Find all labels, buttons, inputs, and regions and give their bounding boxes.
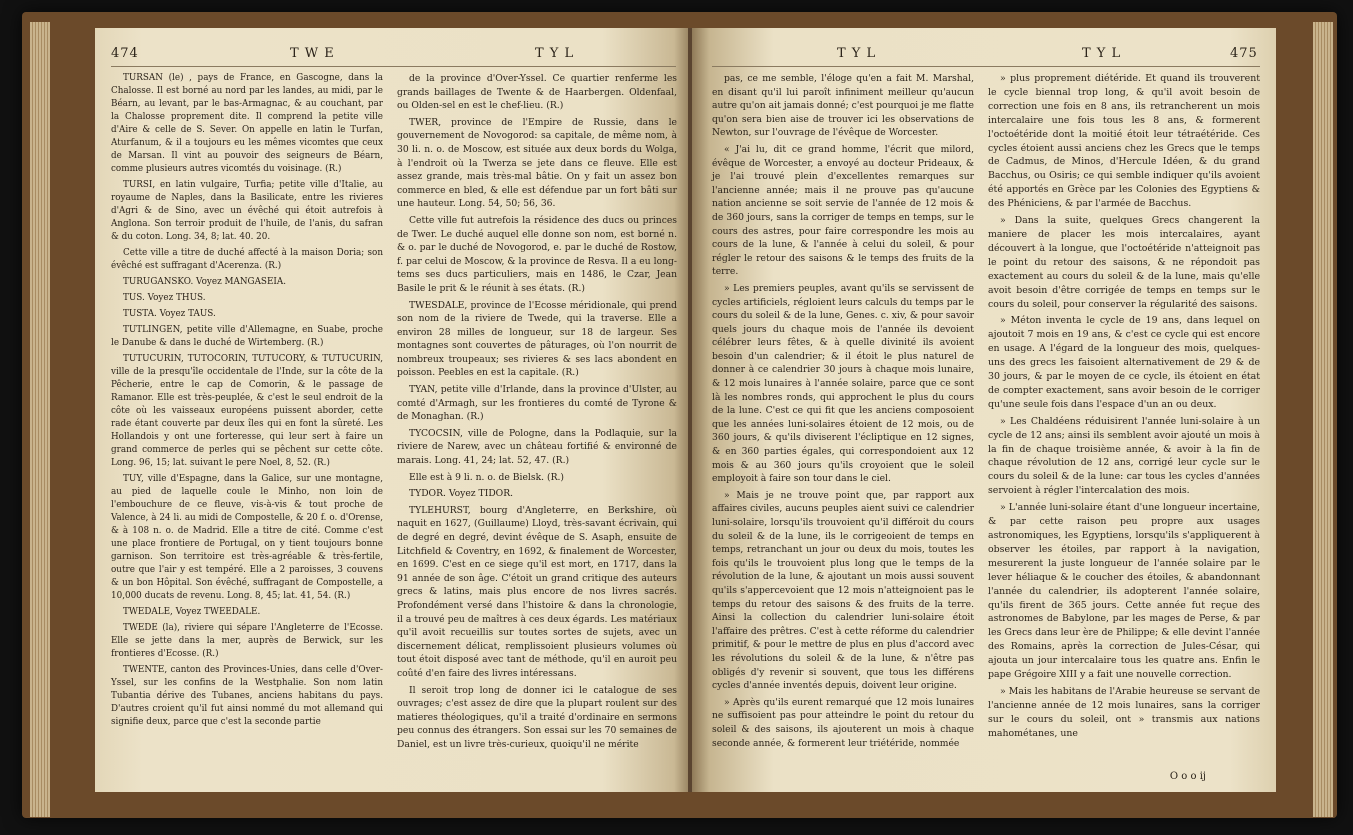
running-head-right: T Y L	[1082, 46, 1122, 61]
paragraph: » plus proprement diétéride. Et quand ils trouverent le cycle biennal trop long, & qu'il avoit besoin de correction une fois en 8 ans, ils retrancherent un mois intercalaire une fois tous les 8 ans, & formerent l'octoétéride dont la moitié étoit leur tétraétéride. Ces cycles étoient aussi anciens chez les Grecs que le temps de Cadmus, de Minos, d'Hercule Idéen, & du grand Bacchus, ou Osiris; ce qui semble indiquer qu'ils avoient été apportés en Grèce par les Colonies des Egyptiens & des Phéniciens, & par l'armée de Bacchus.	[988, 73, 1260, 210]
paragraph: » Les Chaldéens réduisirent l'année luni-solaire à un cycle de 12 ans; ainsi ils semblent avoir ajouté un mois à la fin de chaque troisième année, & avoir à la fin de chaque révolution de 12 ans, corrigé leur cycle sur le cours du soleil & de la lune: car tous les cycles d'années servoient à régler l'intercalation des mois.	[988, 415, 1260, 497]
paragraph: » Mais les habitans de l'Arabie heureuse se servant de l'ancienne année de 12 mois lunaires, sans la corriger sur le cours du soleil, ont » transmis aux nations mahométanes, une	[988, 685, 1260, 739]
running-head-right: T Y L	[535, 46, 575, 61]
running-head-left: T W E	[290, 46, 335, 61]
paragraph: TWEDE (la), riviere qui sépare l'Angleterre de l'Ecosse. Elle se jette dans la mer, auprès de Berwick, sur les frontieres d'Ecosse. (R.)	[111, 623, 383, 659]
left-page	[95, 28, 692, 792]
paragraph: « J'ai lu, dit ce grand homme, l'écrit que milord, évêque de Worcester, a envoyé au docteur Prideaux, & je l'ai trouvé plein d'excellentes remarques sur l'ancienne année; mais il ne prouve pas qu'aucune nation ancienne se soit servie de l'année de 12 mois & de 360 jours, sans la corriger de temps en temps, sur le cours des astres, pour faire correspondre les mois au cours de la lune, & l'année à celui du soleil, & pour régler le retour des saisons & le temps des fruits de la terre.	[712, 143, 974, 278]
right-page-edges	[1313, 22, 1333, 817]
paragraph: TURSI, en latin vulgaire, Turfia; petite ville d'Italie, au royaume de Naples, dans la Basilicate, entre les rivieres d'Agri & de Sino, avec un évêché qui étoit autrefois à Anglona. Son terroir produit de l'huile, de l'anis, du safran & du coton. Long. 34, 8; lat. 40. 20.	[111, 180, 383, 242]
paragraph: TUS. Voyez THUS.	[123, 293, 206, 303]
signature-mark: O o o ij	[1169, 771, 1206, 782]
paragraph: TUTLINGEN, petite ville d'Allemagne, en Suabe, proche le Danube & dans le duché de Wirtemberg. (R.)	[111, 325, 383, 348]
paragraph: TWENTE, canton des Provinces-Unies, dans celle d'Over-Yssel, sur les confins de la Westphalie. Son nom latin Tubantia dérive des Tubanes, anciens habitans du pays. D'autres croient qu'il fut ainsi nommé du mot allemand qui signifie deux, parce que c'est la seconde partie	[111, 665, 383, 727]
running-head-left: T Y L	[837, 46, 877, 61]
paragraph: » Dans la suite, quelques Grecs changerent la maniere de placer les mois intercalaires, ayant découvert à la longue, que l'octoétéride n'atteignoit pas le point du retour des saisons, & ne répondoit pas exactement au cours du soleil & de la lune, mais qu'elle avoit besoin d'être corrigée de temps en temps sur le cours du soleil, pour conserver la régularité des saisons.	[988, 215, 1260, 310]
paragraph: TWER, province de l'Empire de Russie, dans le gouvernement de Novogorod: sa capitale, de même nom, à 30 li. n. o. de Moscow, est située aux deux bords du Wolga, à l'endroit où la Twerza se jete dans ce fleuve. Elle est assez grande, mais très-mal bâtie. On y fait un assez bon commerce en bled, & elle est défendue par un fort bâti sur une hauteur. Long. 54, 50; 56, 36.	[397, 116, 677, 210]
page-number: 474	[111, 46, 139, 61]
paragraph: Cette ville fut autrefois la résidence des ducs ou princes de Twer. Le duché auquel elle donne son nom, est borné n. & o. par le duché de Novogorod, e. par le duché de Rostow, f. par celui de Moscow, & la province de Resva. Il a eu long-tems ses ducs particuliers, mais en 1486, le Czar, Jean Basile le prit & le réunit à ses états. (R.)	[397, 214, 677, 294]
right-page	[692, 28, 1276, 792]
page-number: 475	[1230, 46, 1258, 61]
paragraph: TUSTA. Voyez TAUS.	[123, 309, 216, 319]
paragraph: TUTUCURIN, TUTOCORIN, TUTUCORY, & TUTUCURIN, ville de la presqu'île occidentale de l'Inde, sur la côte de la Pêcherie, entre le cap de Comorin, & le passage de Ramanor. Elle est très-peuplée, & c'est le seul endroit de la côte où les vaisseaux européens puissent aborder, cette rade étant couverte par deux îles qui en font la sûreté. Les Hollandois y ont une forteresse, qui leur sert à faire un grand commerce de perles qui se pêchent sur cette côte. Long. 96, 15; lat. suivant le pere Noel, 8, 52. (R.)	[111, 354, 383, 468]
paragraph: » L'année luni-solaire étant d'une longueur incertaine, & par cette raison peu propre aux usages astronomiques, les Egyptiens, lorsqu'ils s'appliquerent à observer les étoiles, par rapport à la navigation, mesurerent la juste longueur de l'année solaire par le lever héliaque & le coucher des étoiles, & abandonnant l'année du calendrier, ils adopterent l'année solaire, qu'ils firent de 365 jours. Cette année fut reçue des astronomes de Babylone, par les mages de Perse, & par les Grecs dans leur ère de Philippe; & elle devint l'année des Romains, après la correction de Jules-César, qui ajouta un jour intercalaire tous les quatre ans. Enfin le pape Grégoire XIII y a fait une nouvelle correction.	[988, 502, 1260, 681]
paragraph: » Mais je ne trouve point que, par rapport aux affaires civiles, aucuns peuples aient suivi ce calendrier luni-solaire, lorsqu'ils trouvoient qu'il différoit du cours du soleil & de la lune, ils le corrigeoient de temps en temps, retranchant un jour ou deux du mois, toutes les fois qu'ils le trouvoient plus long que le temps de la révolution de la lune, & ajoutant un mois aussi souvent qu'ils s'appercevoient que 12 mois n'atteignoient pas le temps du retour des saisons & des fruits de la terre. Ainsi la collection du calendrier luni-solaire étoit l'affaire des prêtres. C'est à cette réforme du calendrier primitif, & pour le mettre de plus en plus d'accord avec les révolutions du soleil & de la lune, & n'être pas obligés d'y revenir si souvent, que tous les différens cycles d'année inventés depuis, doivent leur origine.	[712, 489, 974, 692]
text-column-1	[712, 72, 974, 750]
paragraph: Cette ville a titre de duché affecté à la maison Doria; son évêché est suffragant d'Acerenza. (R.)	[111, 248, 383, 271]
header-rule	[111, 66, 676, 67]
left-page-edges	[30, 22, 50, 817]
paragraph: TURSAN (le) , pays de France, en Gascogne, dans la Chalosse. Il est borné au nord par les landes, au midi, par le Béarn, au levant, par le bas-Armagnac, & au couchant, par la Chalosse proprement dite. Il comprend la petite ville d'Aire & celle de S. Sever. On appelle en latin le Turfan, Aturfanum, & il a toujours eu les mêmes vicomtes que ceux de Marsan. Il vint au pouvoir des seigneurs de Béarn, comme plusieurs autres vicomtés du voisinage. (R.)	[111, 73, 383, 174]
paragraph: » Après qu'ils eurent remarqué que 12 mois lunaires ne suffisoient pas pour atteindre le point du retour du soleil & des saisons, ils ajouterent un mois à chaque seconde année, & formerent leur triétéride, nommée	[712, 696, 974, 749]
paragraph: TYLEHURST, bourg d'Angleterre, en Berkshire, où naquit en 1627, (Guillaume) Lloyd, très-savant écrivain, qui de degré en degré, devint évêque de S. Asaph, ensuite de Litchfield & Coventry, en 1692, & finalement de Worcester, en 1699. C'est en ce siege qu'il est mort, en 1717, dans la 91 année de son âge. C'étoit un grand critique des auteurs grecs & latins, mais plus encore de nos livres sacrés. Profondément versé dans l'histoire & dans la chronologie, il a trouvé peu de maîtres à ces deux égards. Les matériaux qu'il avoit recueillis sur toutes sortes de sujets, avec un discernement délicat, remplissoient plusieurs volumes où tout étoit disposé avec tant de méthode, qu'il en auroit peu coûté d'en faire des livres intéressans.	[397, 504, 677, 679]
paragraph: TWESDALE, province de l'Ecosse méridionale, qui prend son nom de la riviere de Twede, qui la traverse. Elle a environ 28 milles de longueur, sur 18 de largeur. Ses montagnes sont couvertes de pâturages, où l'on nourrit de nombreux troupeaux; ses rivieres & ses lacs abondent en poisson. Peebles en est la capitale. (R.)	[397, 299, 677, 379]
text-column-2	[397, 72, 677, 752]
paragraph: Il seroit trop long de donner ici le catalogue de ses ouvrages; c'est assez de dire que la plupart roulent sur des matieres théologiques, qu'il a traité d'ordinaire en sermons peu connus des étrangers. Son essai sur les 70 semaines de Daniel, est un livre très-curieux, quoiqu'il ne mérite	[397, 684, 677, 750]
paragraph: » Les premiers peuples, avant qu'ils se servissent de cycles artificiels, régloient leurs calculs du temps par le cours du soleil & de la lune, Genes. c. xiv, & pour savoir quels jours du chaque mois de l'année ils devoient célébrer leurs fêtes, & à quelle divinité ils avoient besoin d'un calendrier; & il étoit le plus naturel de donner à ce calendrier 30 jours à chaque mois lunaire, & 12 mois lunaires à l'année solaire, parce que ce sont là les nombres ronds, qui approchent le plus du cours de la lune. C'est ce qui fit que les anciens composoient que les années luni-solaires étoient de 12 mois, ou de 360 jours, & qu'ils diviserent l'écliptique en 12 signes, & en 360 parties égales, qui correspondoient aux 12 mois & au 360 jours qu'ils croyoient que le soleil employoit à faire son tour dans le ciel.	[712, 282, 974, 485]
text-column-2	[988, 72, 1260, 741]
paragraph: TUY, ville d'Espagne, dans la Galice, sur une montagne, au pied de laquelle coule le Minho, non loin de l'embouchure de ce fleuve, vis-à-vis & tout proche de Valence, à 24 li. au midi de Compostelle, & 20 f. o. d'Orense, & à 108 n. o. de Madrid. Elle a titre de cité. Comme c'est une place frontiere de Portugal, on y tient toujours bonne garnison. Son territoire est très-agréable & très-fertile, outre que l'air y est tempéré. Elle a 2 paroisses, 3 couvens & un bon Hôpital. Son évêché, suffragant de Compostelle, a 10,000 ducats de revenu. Long. 8, 45; lat. 41, 54. (R.)	[111, 474, 383, 601]
paragraph: TYCOCSIN, ville de Pologne, dans la Podlaquie, sur la riviere de Narew, avec un château fortifié & environné de marais. Long. 41, 24; lat. 52, 47. (R.)	[397, 427, 677, 467]
paragraph: Elle est à 9 li. n. o. de Bielsk. (R.)	[409, 471, 564, 483]
paragraph: TYDOR. Voyez TIDOR.	[409, 488, 514, 500]
header-rule	[712, 66, 1260, 67]
paragraph: TWEDALE, Voyez TWEEDALE.	[123, 607, 261, 617]
paragraph: pas, ce me semble, l'éloge qu'en a fait M. Marshal, en disant qu'il lui paroît infiniment meilleur qu'aucun autre qu'on ait jamais donné; c'est pourquoi je me flatte qu'on sera bien aise de trouver ici les observations de Newton, sur l'ouvrage de l'évêque de Worcester.	[712, 73, 974, 139]
paragraph: TURUGANSKO. Voyez MANGASEIA.	[123, 277, 287, 287]
text-column-1	[111, 72, 383, 729]
paragraph: » Méton inventa le cycle de 19 ans, dans lequel on ajoutoit 7 mois en 19 ans, & c'est ce cycle qui est encore en usage. A l'égard de la longueur des mois, quelques-uns des grecs les faisoient alternativement de 29 & de 30 jours, & par le moyen de ce cycle, ils étoient en état de compter exactement, sans avoir besoin de le corriger qu'une seule fois dans l'espace d'un an ou deux.	[988, 315, 1260, 410]
paragraph: de la province d'Over-Yssel. Ce quartier renferme les grands baillages de Twente & de Haarbergen. Oldenfaal, ou Olden-sel en est le chef-lieu. (R.)	[397, 73, 677, 112]
paragraph: TYAN, petite ville d'Irlande, dans la province d'Ulster, au comté d'Armagh, sur les frontieres du comté de Tyrone & de Monaghan. (R.)	[397, 384, 677, 423]
